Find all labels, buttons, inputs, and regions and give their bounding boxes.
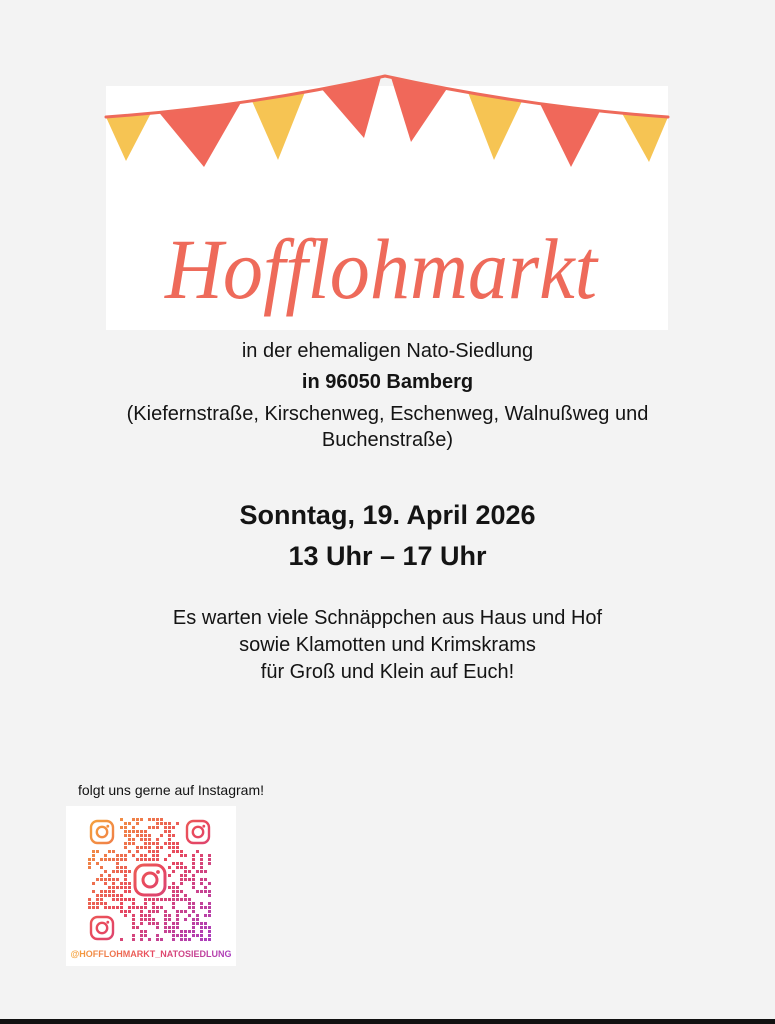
instagram-icon — [135, 865, 165, 895]
icon-flash — [106, 921, 109, 924]
instagram-icon — [187, 821, 209, 843]
instagram-icon — [91, 821, 113, 843]
pennant — [540, 104, 600, 167]
title-lettering — [106, 200, 668, 320]
description-line: sowie Klamotten und Krimskrams — [239, 634, 536, 656]
bottom-edge-bar — [0, 1019, 775, 1024]
pennant — [252, 92, 305, 160]
location-line: in der ehemaligen Nato-Siedlung — [241, 340, 534, 362]
event-time: 13 Uhr – 17 Uhr — [288, 541, 487, 571]
bunting — [106, 70, 668, 180]
event-date: Sonntag, 19. April 2026 — [239, 500, 536, 530]
icon-lens — [97, 923, 107, 933]
description-line: Es warten viele Schnäppchen aus Haus und Hof — [172, 607, 603, 629]
qr-code — [88, 818, 212, 942]
icon-frame — [135, 865, 165, 895]
icon-frame — [187, 821, 209, 843]
icon-lens — [97, 827, 107, 837]
icon-lens — [143, 873, 157, 887]
pennant — [468, 92, 522, 160]
streets-line: Buchenstraße) — [321, 429, 454, 451]
icon-flash — [202, 825, 205, 828]
icon-flash — [156, 870, 160, 874]
instagram-prompt: folgt uns gerne auf Instagram! — [78, 782, 264, 798]
flyer-title: Hofflohmarkt — [164, 221, 599, 317]
icon-flash — [106, 825, 109, 828]
icon-frame — [91, 917, 113, 939]
icon-lens — [193, 827, 203, 837]
city-line: in 96050 Bamberg — [301, 371, 474, 393]
description — [0, 605, 775, 686]
instagram-handle-text: @HOFFLOHMARKT_NATOSIEDLUNG — [70, 949, 232, 959]
instagram-icon — [91, 917, 113, 939]
streets-line: (Kiefernstraße, Kirschenweg, Eschenweg, Walnußweg und — [126, 403, 649, 425]
pennant — [106, 113, 151, 161]
icon-frame — [91, 821, 113, 843]
instagram-handle — [66, 947, 236, 961]
pennant — [622, 113, 668, 162]
description-line: für Groß und Klein auf Euch! — [260, 661, 515, 683]
